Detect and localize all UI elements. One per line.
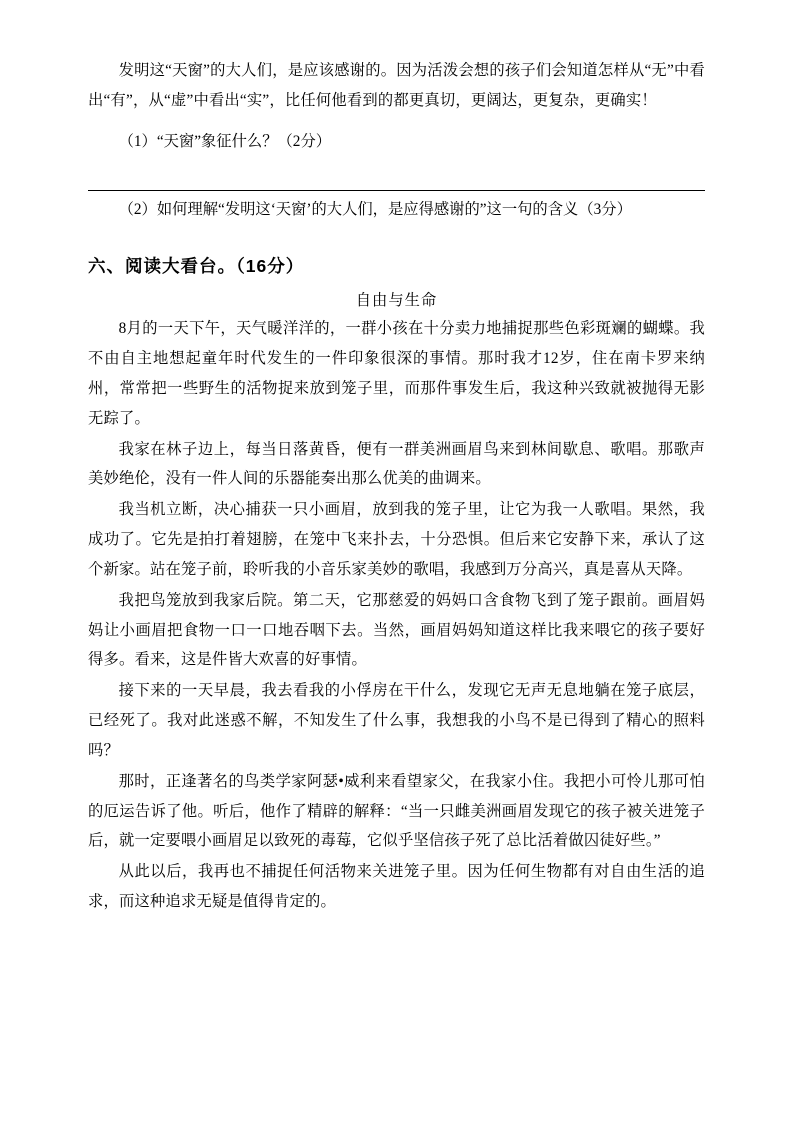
article-title: 自由与生命 [355, 292, 438, 310]
question-2: （2）如何理解“发明这‘天窗’的大人们，是应得感谢的”这一句的含义（3分） [118, 201, 632, 219]
article-paragraph: 8月的一天下午，天气暖洋洋的，一群小孩在十分卖力地捕捉那些色彩斑斓的蝴蝶。我不由自主地想起童年时代发生的一件印象很深的事情。那时我才12岁，住在南卡罗来纳州，常常把一些野生的活物捉来放到笼子里，而那件事发生后，我这种兴致就被抛得无影无踪了。 [88, 320, 705, 427]
section-heading: 六、阅读大看台。（16分） [88, 256, 305, 277]
article-paragraph: 那时，正逢著名的鸟类学家阿瑟•威利来看望家父，在我家小住。我把小可怜儿那可怕的厄运告诉了他。听后，他作了精辟的解释：“当一只雌美洲画眉发现它的孩子被关进笼子后，就一定要喂小画眉足以致死的毒莓，它似乎坚信孩子死了总比活着做囚徒好些。” [88, 772, 705, 850]
article-paragraph: 我把鸟笼放到我家后院。第二天，它那慈爱的妈妈口含食物飞到了笼子跟前。画眉妈妈让小画眉把食物一口一口地吞咽下去。当然，画眉妈妈知道这样比我来喂它的孩子要好得多。看来，这是件皆大欢喜的好事情。 [88, 591, 705, 669]
question-1: （1）“天窗”象征什么？（2分） [118, 132, 332, 150]
top-passage-paragraph: 发明这“天窗”的大人们，是应该感谢的。因为活泼会想的孩子们会知道怎样从“无”中看出“有”，从“虚”中看出“实”，比任何他看到的都更真切，更阔达，更复杂，更确实！ [88, 62, 705, 109]
article-paragraph: 我当机立断，决心捕获一只小画眉，放到我的笼子里，让它为我一人歌唱。果然，我成功了。它先是拍打着翅膀，在笼中飞来扑去，十分恐惧。但后来它安静下来，承认了这个新家。站在笼子前，聆听我的小音乐家美妙的歌唱，我感到万分高兴，真是喜从天降。 [88, 501, 705, 578]
article-paragraph: 从此以后，我再也不捕捉任何活物来关进笼子里。因为任何生物都有对自由生活的追求，而这种追求无疑是值得肯定的。 [88, 863, 705, 911]
article-paragraph: 我家在林子边上，每当日落黄昏，便有一群美洲画眉鸟来到林间歇息、歌唱。那歌声美妙绝伦，没有一件人间的乐器能奏出那么优美的曲调来。 [88, 440, 705, 488]
article-paragraph: 接下来的一天早晨，我去看我的小俘房在干什么，发现它无声无息地躺在笼子底层，已经死了。我对此迷惑不解，不知发生了什么事，我想我的小鸟不是已得到了精心的照料吗？ [88, 682, 705, 759]
answer-blank-line [88, 160, 705, 191]
spacer [88, 117, 705, 123]
